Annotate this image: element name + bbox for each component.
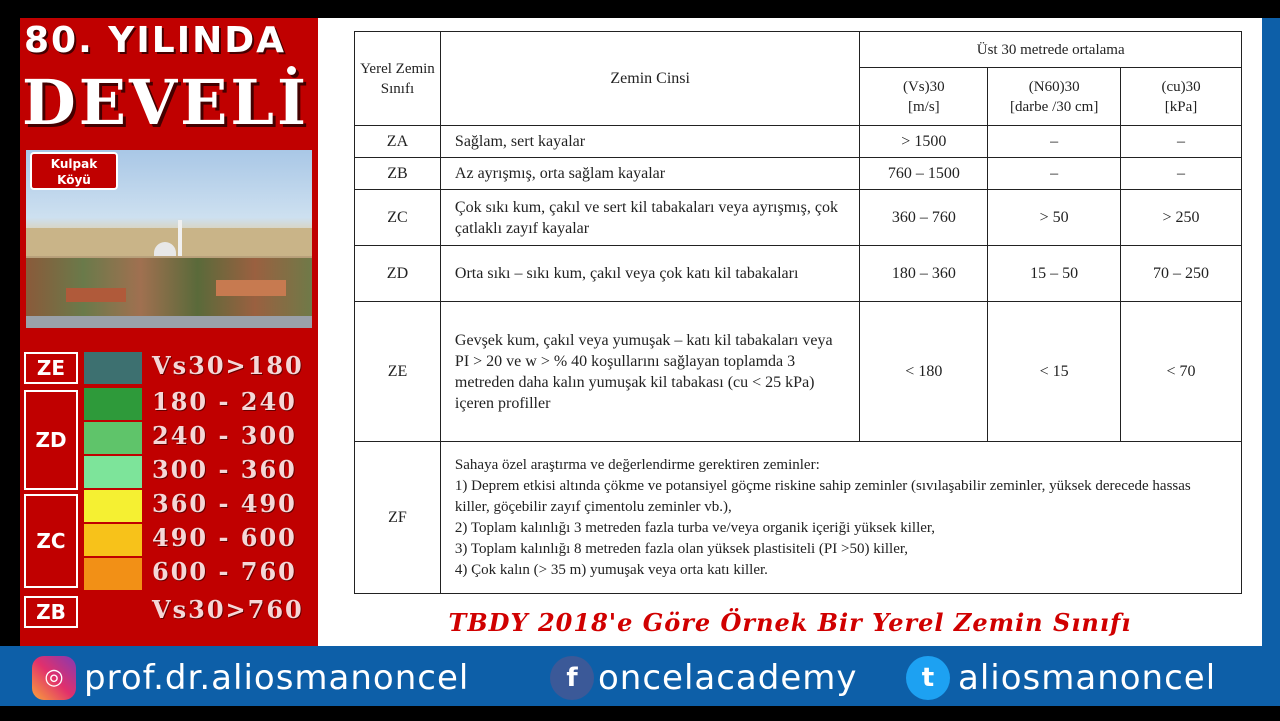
legend-swatch: [84, 524, 142, 556]
bottom-letterbox: [0, 706, 1280, 721]
legend-swatch: [84, 456, 142, 488]
legend-zone-zd: ZD: [24, 390, 78, 490]
legend-range: 180 - 240: [152, 387, 297, 416]
legend-zone-zb: ZB: [24, 596, 78, 628]
right-border: [1262, 18, 1280, 646]
legend-zone-ze: ZE: [24, 352, 78, 384]
legend-range: 600 - 760: [152, 557, 297, 586]
header-soil-type: Zemin Cinsi: [440, 32, 859, 126]
legend-zone-zc: ZC: [24, 494, 78, 588]
header-vs: (Vs)30 [m/s]: [860, 68, 988, 126]
soil-class-table: [354, 31, 1242, 594]
header-class: Yerel Zemin Sınıfı: [355, 32, 441, 126]
legend-range: Vs30>760: [152, 595, 304, 624]
twitter-handle[interactable]: aliosmanoncel: [958, 658, 1217, 698]
table-row: ZD Orta sıkı – sıkı kum, çakıl veya çok katı kil tabakaları 180 – 360 15 – 50 70 – 250: [355, 246, 1242, 302]
legend-range: 300 - 360: [152, 455, 297, 484]
legend-swatch: [84, 388, 142, 420]
facebook-icon[interactable]: f: [550, 656, 594, 700]
title-line-2: DEVELİ: [22, 66, 309, 139]
table-row: ZC Çok sıkı kum, çakıl ve sert kil tabakaları veya ayrışmış, çok çatlaklı zayıf kayalar 360 – 760 > 50 > 250: [355, 190, 1242, 246]
legend-range: Vs30>180: [152, 351, 304, 380]
legend-range: 360 - 490: [152, 489, 297, 518]
instagram-handle[interactable]: prof.dr.aliosmanoncel: [84, 658, 470, 698]
instagram-icon[interactable]: ◎: [32, 656, 76, 700]
legend-swatch: [84, 422, 142, 454]
legend-swatch: [84, 352, 142, 384]
twitter-icon[interactable]: t: [906, 656, 950, 700]
table-row: ZF Sahaya özel araştırma ve değerlendirme gerektiren zeminler: 1) Deprem etkisi altında çökme ve potansiyel göçme riskine sahip zeminler (sıvılaşabilir zeminler, yüksek derecede hassas killer, göçebilir zayıf çimentolu zeminler vb.), 2) Toplam kalınlığı 3 metreden fazla turba ve/veya organik içeriği yüksek killer, 3) Toplam kalınlığı 8 metreden fazla olan yüksek plastisiteli (PI >50) killer, 4) Çok kalın (> 35 m) yumuşak veya orta katı killer.: [355, 442, 1242, 594]
legend-range: 240 - 300: [152, 421, 297, 450]
title-line-1: 80. YILINDA: [24, 20, 286, 61]
facebook-handle[interactable]: oncelacademy: [598, 658, 858, 698]
legend-range: 490 - 600: [152, 523, 297, 552]
legend-swatch: [84, 558, 142, 590]
caption: TBDY 2018'e Göre Örnek Bir Yerel Zemin Sınıfı: [448, 608, 1132, 637]
header-group: Üst 30 metrede ortalama: [860, 32, 1242, 68]
photo-badge: Kulpak Köyü: [30, 152, 118, 190]
header-cu: (cu)30 [kPa]: [1121, 68, 1242, 126]
top-letterbox: [0, 0, 1280, 18]
legend-swatch: [84, 490, 142, 522]
table-row: ZA Sağlam, sert kayalar > 1500 – –: [355, 126, 1242, 158]
table-row: ZB Az ayrışmış, orta sağlam kayalar 760 – 1500 – –: [355, 158, 1242, 190]
table-row: ZE Gevşek kum, çakıl veya yumuşak – katı kil tabakaları veya PI > 20 ve w > % 40 koşullarını sağlayan toplamda 3 metreden daha kalın yumuşak kil tabakası (cu < 25 kPa) içeren profiller < 180 < 15 < 70: [355, 302, 1242, 442]
header-n60: (N60)30 [darbe /30 cm]: [988, 68, 1121, 126]
